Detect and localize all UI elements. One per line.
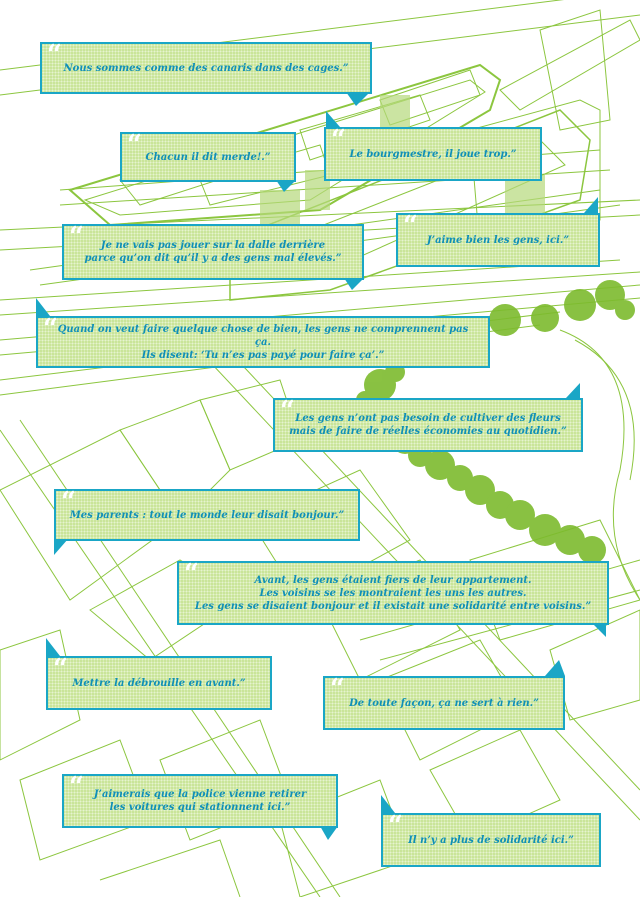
bubble-tail [381, 795, 395, 813]
quote-mark-icon: “ [330, 674, 345, 704]
bubble-tail [566, 383, 580, 398]
bubble-tail [54, 539, 68, 555]
quote-text: De toute façon, ça ne sert à rien.” [349, 697, 539, 709]
quote-bubble-bourgmestre [324, 127, 542, 181]
quote-mark-icon: “ [127, 130, 142, 160]
quote-text: J’aime bien les gens, ici.” [426, 234, 570, 246]
quote-mark-icon: “ [69, 772, 84, 802]
quote-mark-icon: “ [403, 211, 418, 241]
bubble-tail [276, 180, 296, 192]
quote-bubble-fleurs [273, 398, 583, 452]
quote-bubble-aime [396, 213, 600, 267]
quote-text: Je ne vais pas jouer sur la dalle derrière parce qu’on dit qu’il y a des gens mal élevés.” [84, 240, 342, 264]
quote-text: Les gens n’ont pas besoin de cultiver des fleurs mais de faire de réelles économies au quotidien.” [289, 413, 567, 437]
quote-mark-icon: “ [331, 125, 346, 155]
quote-bubble-chacun [120, 132, 296, 182]
bubble-tail [344, 278, 364, 290]
quote-mark-icon: “ [184, 559, 199, 589]
quote-bubble-parents [54, 489, 360, 541]
quote-mark-icon: “ [388, 811, 403, 841]
quote-text: Quand on veut faire quelque chose de bien, les gens ne comprennent pas ça. Ils disent: ‘Tu n’es pas payé pour faire ça’.” [57, 323, 469, 361]
quote-bubble-avant [177, 561, 609, 625]
quote-bubble-dalle [62, 224, 364, 280]
quote-bubble-bien [36, 316, 490, 368]
quote-bubble-solidarite [381, 813, 601, 867]
quote-text: Le bourgmestre, il joue trop.” [349, 148, 517, 160]
bubble-tail [592, 623, 606, 637]
quote-mark-icon: “ [61, 487, 76, 517]
quote-text: Avant, les gens étaient fiers de leur appartement. Les voisins se les montraient les uns les autres. Les gens se disaient bonjour et il existait une solidarité entre voisins.” [194, 574, 592, 612]
bubble-tail [320, 826, 338, 840]
quote-text: Nous sommes comme des canaris dans des cages.” [63, 62, 349, 74]
bubble-tail [36, 298, 50, 316]
quote-mark-icon: “ [47, 40, 62, 70]
quote-mark-icon: “ [43, 314, 58, 344]
quote-mark-icon: “ [53, 654, 68, 684]
bubble-tail [46, 638, 60, 656]
quote-mark-icon: “ [69, 222, 84, 252]
quote-mark-icon: “ [280, 396, 295, 426]
bubble-tail [584, 197, 598, 213]
quote-bubble-debrouille [46, 656, 272, 710]
quote-text: Mes parents : tout le monde leur disait bonjour.” [69, 509, 345, 521]
quote-bubble-canaris [40, 42, 372, 94]
quote-text: J’aimerais que la police vienne retirer les voitures qui stationnent ici.” [93, 789, 307, 813]
bubble-tail [545, 660, 565, 676]
quote-text: Chacun il dit merde!.” [145, 151, 271, 163]
bubble-tail [346, 92, 370, 106]
quote-text: Mettre la débrouille en avant.” [72, 677, 246, 689]
quote-bubble-police [62, 774, 338, 828]
quote-text: Il n’y a plus de solidarité ici.” [408, 834, 574, 846]
bubble-tail [326, 111, 340, 127]
quote-bubble-toute [323, 676, 565, 730]
